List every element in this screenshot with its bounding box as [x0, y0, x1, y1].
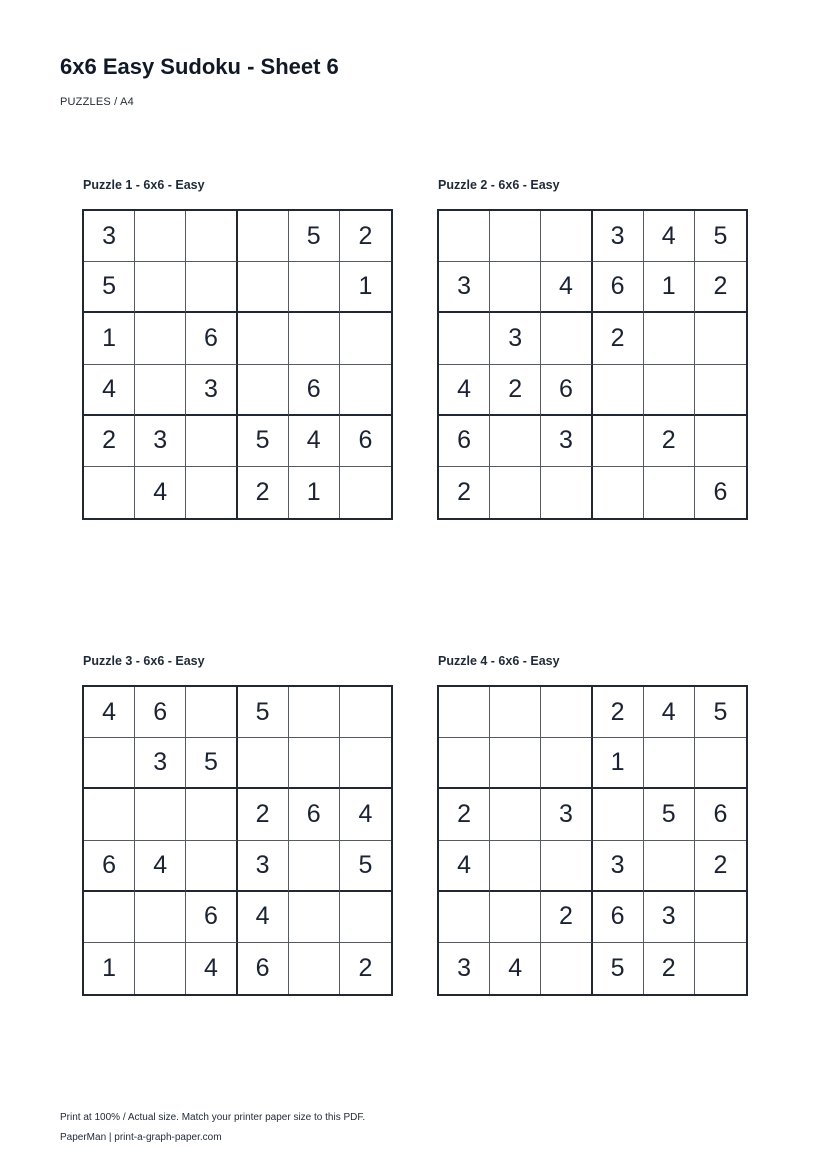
- sudoku-cell: 3: [593, 841, 644, 892]
- sudoku-cell: [695, 738, 746, 789]
- sudoku-cell: 5: [695, 687, 746, 738]
- sudoku-cell: [593, 467, 644, 518]
- sudoku-cell: 2: [695, 262, 746, 313]
- sudoku-grid: [437, 209, 748, 520]
- sudoku-cell: [186, 211, 237, 262]
- sudoku-cell: 3: [439, 262, 490, 313]
- sudoku-cell: [593, 789, 644, 840]
- sudoku-cell: [695, 416, 746, 467]
- sudoku-cell: [340, 467, 391, 518]
- sudoku-cell: [135, 943, 186, 994]
- sudoku-cell: [135, 365, 186, 416]
- sudoku-grid: [437, 685, 748, 996]
- sudoku-cell: 2: [238, 789, 289, 840]
- puzzle-1: [82, 178, 392, 520]
- sudoku-cell: [644, 467, 695, 518]
- sudoku-cell: [289, 738, 340, 789]
- sudoku-cell: 6: [186, 313, 237, 364]
- sudoku-cell: 4: [186, 943, 237, 994]
- puzzle-title: Puzzle 2 - 6x6 - Easy: [438, 178, 560, 192]
- sudoku-cell: [541, 943, 592, 994]
- sudoku-cell: [695, 892, 746, 943]
- sudoku-cell: 4: [439, 841, 490, 892]
- sudoku-cell: [695, 313, 746, 364]
- sudoku-cell: [186, 841, 237, 892]
- sudoku-cell: 2: [593, 687, 644, 738]
- sudoku-cell: 4: [490, 943, 541, 994]
- sudoku-cell: [439, 892, 490, 943]
- sudoku-cell: [490, 892, 541, 943]
- puzzle-title: Puzzle 4 - 6x6 - Easy: [438, 654, 560, 668]
- sudoku-cell: 2: [358, 953, 373, 982]
- puzzle-2: [437, 178, 747, 520]
- sudoku-cell: [289, 313, 340, 364]
- sudoku-cell: 2: [593, 313, 644, 364]
- sudoku-cell: [541, 738, 592, 789]
- sudoku-cell: 1: [289, 467, 340, 518]
- page-title: 6x6 Easy Sudoku - Sheet 6: [60, 54, 339, 79]
- sudoku-cell: 6: [541, 365, 592, 416]
- sudoku-cell: 3: [490, 313, 541, 364]
- sudoku-cell: 6: [340, 416, 391, 467]
- sudoku-cell: 5: [238, 416, 289, 467]
- sudoku-cell: 6: [135, 687, 186, 738]
- sudoku-cell: 5: [593, 943, 644, 994]
- puzzle-title: Puzzle 3 - 6x6 - Easy: [83, 654, 205, 668]
- sudoku-cell: [186, 416, 237, 467]
- sudoku-cell: 6: [186, 892, 237, 943]
- sudoku-cell: [490, 738, 541, 789]
- sudoku-cell: [238, 738, 289, 789]
- sudoku-cell: 2: [695, 841, 746, 892]
- sudoku-cell: [541, 687, 592, 738]
- sudoku-cell: [135, 892, 186, 943]
- sudoku-cell: 4: [135, 467, 186, 518]
- sudoku-cell: [340, 365, 391, 416]
- sudoku-cell: 6: [439, 416, 490, 467]
- sudoku-cell: [541, 211, 592, 262]
- sudoku-cell: [340, 313, 391, 364]
- sudoku-cell: [644, 841, 695, 892]
- sudoku-cell: [289, 262, 340, 313]
- sudoku-cell: [439, 687, 490, 738]
- sudoku-cell: 5: [695, 211, 746, 262]
- sudoku-cell: [439, 211, 490, 262]
- sudoku-cell: [593, 365, 644, 416]
- sudoku-cell: [289, 892, 340, 943]
- sudoku-cell: 3: [439, 943, 490, 994]
- sudoku-cell: [490, 841, 541, 892]
- sudoku-cell: 4: [340, 789, 391, 840]
- sudoku-cell: [644, 365, 695, 416]
- sudoku-cell: 6: [713, 477, 728, 506]
- sudoku-cell: 3: [238, 841, 289, 892]
- sudoku-cell: 4: [439, 365, 490, 416]
- sudoku-cell: 4: [84, 365, 135, 416]
- sudoku-cell: 5: [340, 841, 391, 892]
- sudoku-cell: [340, 892, 391, 943]
- sudoku-cell: 2: [541, 892, 592, 943]
- sudoku-cell: [541, 841, 592, 892]
- sudoku-cell: [541, 467, 592, 518]
- sudoku-cell: 3: [541, 416, 592, 467]
- sudoku-cell: [186, 789, 237, 840]
- sudoku-cell: 6: [593, 892, 644, 943]
- sudoku-cell: [490, 416, 541, 467]
- sudoku-cell: 1: [593, 738, 644, 789]
- sudoku-cell: 6: [695, 789, 746, 840]
- sudoku-cell: [186, 687, 237, 738]
- sudoku-cell: [238, 211, 289, 262]
- sudoku-cell: [340, 738, 391, 789]
- sudoku-cell: [84, 738, 135, 789]
- sudoku-cell: [289, 687, 340, 738]
- sudoku-cell: [695, 365, 746, 416]
- sudoku-cell: 3: [135, 738, 186, 789]
- sudoku-cell: [340, 687, 391, 738]
- sudoku-cell: 2: [490, 365, 541, 416]
- sudoku-cell: [135, 211, 186, 262]
- puzzle-title: Puzzle 1 - 6x6 - Easy: [83, 178, 205, 192]
- sudoku-cell: [439, 313, 490, 364]
- sudoku-cell: 5: [289, 211, 340, 262]
- sudoku-cell: 5: [84, 262, 135, 313]
- sudoku-cell: [593, 416, 644, 467]
- sudoku-cell: 3: [84, 211, 135, 262]
- sudoku-cell: 4: [289, 416, 340, 467]
- sudoku-cell: [238, 313, 289, 364]
- sudoku-cell: 1: [84, 313, 135, 364]
- sudoku-cell: [84, 467, 135, 518]
- sudoku-cell: 4: [238, 892, 289, 943]
- sudoku-grid: [82, 209, 393, 520]
- sudoku-cell: 1: [340, 262, 391, 313]
- sudoku-cell: 2: [84, 416, 135, 467]
- sudoku-cell: 4: [644, 687, 695, 738]
- sudoku-cell: 2: [439, 789, 490, 840]
- sudoku-grid: [82, 685, 393, 996]
- sudoku-cell: 3: [644, 892, 695, 943]
- sudoku-cell: 3: [593, 211, 644, 262]
- sudoku-cell: 5: [186, 738, 237, 789]
- sudoku-cell: 2: [340, 211, 391, 262]
- sudoku-cell: 4: [135, 841, 186, 892]
- sudoku-cell: 5: [644, 789, 695, 840]
- sudoku-cell: [644, 738, 695, 789]
- sudoku-cell: 1: [84, 943, 135, 994]
- puzzle-4: [437, 654, 747, 996]
- sudoku-cell: [289, 841, 340, 892]
- sudoku-cell: 3: [541, 789, 592, 840]
- sudoku-cell: [439, 738, 490, 789]
- sudoku-cell: 4: [84, 687, 135, 738]
- sudoku-cell: 6: [238, 943, 289, 994]
- sudoku-cell: 2: [644, 416, 695, 467]
- page-subtitle: PUZZLES / A4: [60, 96, 134, 108]
- sudoku-cell: 1: [644, 262, 695, 313]
- sudoku-cell: [490, 211, 541, 262]
- sudoku-cell: 3: [135, 416, 186, 467]
- sudoku-cell: 6: [593, 262, 644, 313]
- sudoku-cell: 5: [238, 687, 289, 738]
- sudoku-cell: [644, 313, 695, 364]
- sudoku-cell: [135, 789, 186, 840]
- sudoku-cell: [695, 943, 746, 994]
- sudoku-cell: 6: [84, 841, 135, 892]
- sudoku-cell: [289, 943, 340, 994]
- site-credit: PaperMan | print-a-graph-paper.com: [60, 1132, 222, 1143]
- sudoku-cell: [135, 262, 186, 313]
- sudoku-cell: [490, 262, 541, 313]
- sudoku-cell: [490, 789, 541, 840]
- sudoku-cell: [84, 789, 135, 840]
- sudoku-cell: [84, 892, 135, 943]
- sudoku-cell: [186, 467, 237, 518]
- sudoku-cell: [490, 467, 541, 518]
- sudoku-cell: 6: [289, 789, 340, 840]
- puzzle-3: [82, 654, 392, 996]
- sudoku-cell: 4: [644, 211, 695, 262]
- print-instructions: Print at 100% / Actual size. Match your printer paper size to this PDF.: [60, 1112, 366, 1123]
- sudoku-cell: [238, 365, 289, 416]
- sudoku-cell: [238, 262, 289, 313]
- sudoku-cell: 6: [289, 365, 340, 416]
- sudoku-cell: [186, 262, 237, 313]
- sudoku-cell: 3: [186, 365, 237, 416]
- sudoku-cell: [135, 313, 186, 364]
- sudoku-cell: 4: [541, 262, 592, 313]
- sudoku-cell: [541, 313, 592, 364]
- sudoku-cell: 2: [439, 467, 490, 518]
- sudoku-cell: [490, 687, 541, 738]
- sudoku-cell: 2: [238, 467, 289, 518]
- sudoku-cell: 2: [644, 943, 695, 994]
